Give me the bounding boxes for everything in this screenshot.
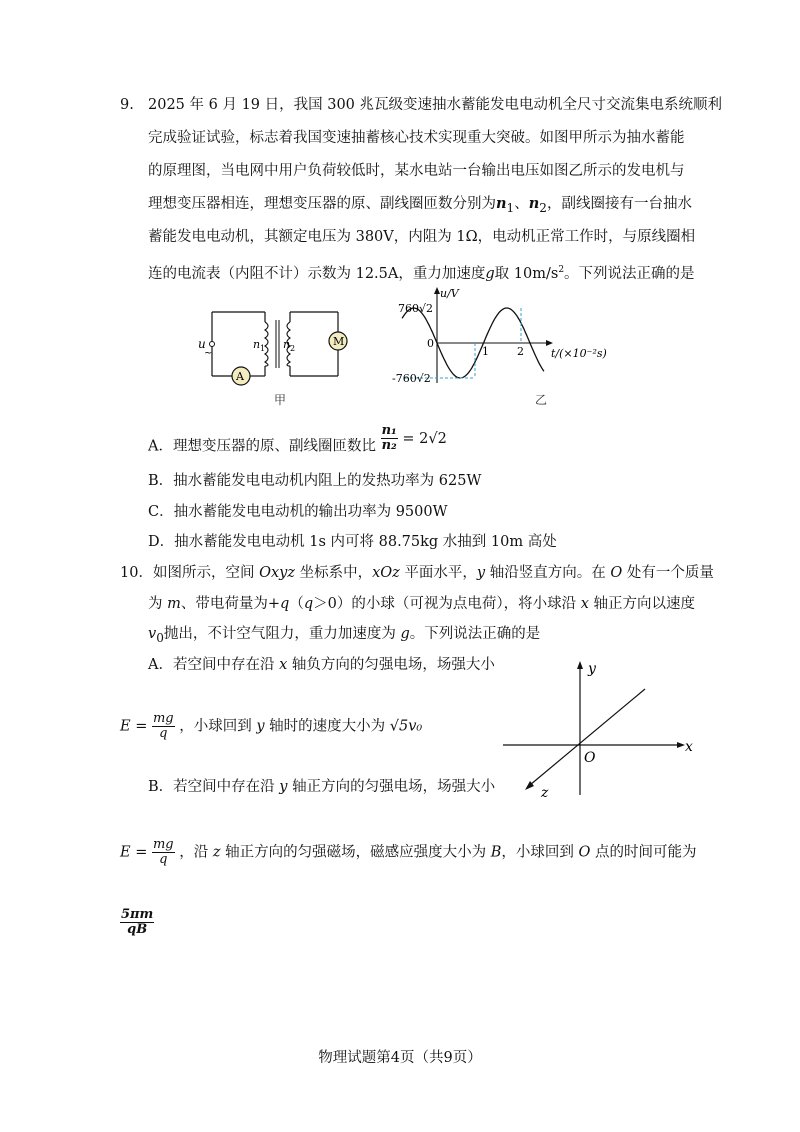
q9-option-d: D．抽水蓄能发电电动机 1s 内可将 88.75kg 水抽到 10m 高处 <box>148 534 557 550</box>
y-axis-label: u/V <box>440 287 459 300</box>
x-axis-label: t/(×10⁻²s) <box>551 347 607 360</box>
q9-line-4: 理想变压器相连，理想变压器的原、副线圈匝数分别为$n_1$、$n_2$，副线圈接有一台抽水 <box>148 195 692 215</box>
q10-option-b-answer: $\frac{5\pi m}{qB}$ <box>121 907 154 937</box>
y-min-label: -760√2 <box>392 372 431 385</box>
x-tick-1: 1 <box>482 345 489 358</box>
y-axis-arrow <box>577 661 583 669</box>
n2-label: n <box>283 338 291 351</box>
q9-option-c: C．抽水蓄能发电电动机的输出功率为 9500W <box>148 504 448 520</box>
n1-label: n <box>253 338 261 351</box>
q9-line-6: 连的电流表（内阻不计）示数为 12.5A，重力加速度g取 $10m/s^2$。下列说法正确的是 <box>148 265 695 282</box>
figure-yi-graph <box>365 283 625 408</box>
source-terminal <box>210 342 215 347</box>
q9-line-1: 2025 年 6 月 19 日，我国 300 兆瓦级变速抽水蓄能发电电动机全尺寸交流集电系统顺利 <box>148 97 723 113</box>
x-axis-label: x <box>685 739 693 755</box>
q9-line-5: 蓄能发电电动机，其额定电压为 380V，内阻为 1Ω，电动机正常工作时，与原线圈相 <box>148 229 696 245</box>
q9-number: 9. <box>120 97 134 113</box>
q9-option-a: A．理想变压器的原、副线圈匝数比 $\frac{\text{n₁}}{\text{n₂}}$ = 2√2 <box>148 423 447 455</box>
motor-label: M <box>333 335 345 348</box>
figure-coordinate-axes <box>495 655 705 805</box>
x-axis-arrow <box>677 742 685 748</box>
q10-option-a-line-2: E = $\frac{mg}{q}$ ，小球回到 y 轴时的速度大小为 √5v₀ <box>120 711 423 741</box>
q10-option-a-line-1: A．若空间中存在沿 x 轴负方向的匀强电场，场强大小 <box>148 657 495 673</box>
origin-label: 0 <box>427 337 434 350</box>
q10-line-2: 为 m、带电荷量为+q（q＞0）的小球（可视为点电荷），将小球沿 x 轴正方向以速度 <box>148 596 695 612</box>
q10-option-b-line-1: B．若空间中存在沿 y 轴正方向的匀强电场，场强大小 <box>148 779 496 795</box>
source-u-label: u <box>198 337 206 351</box>
figure-jia-caption: 甲 <box>274 393 287 407</box>
y-axis-label: y <box>588 661 596 677</box>
q9-line-2: 完成验证试验，标志着我国变速抽蓄核心技术实现重大突破。如图甲所示为抽水蓄能 <box>148 130 685 146</box>
primary-coil <box>265 322 268 366</box>
figure-yi-caption: 乙 <box>535 393 548 407</box>
x-axis-arrow <box>546 340 553 346</box>
ammeter-label: A <box>236 370 244 383</box>
q9-line-3: 的原理图，当电网中用户负荷较低时，某水电站一台输出电压如图乙所示的发电机与 <box>148 163 685 179</box>
z-axis <box>530 689 645 785</box>
source-tilde: ~ <box>204 348 213 359</box>
q10-option-b-line-2: E = $\frac{mg}{q}$ ，沿 z 轴正方向的匀强磁场，磁感应强度大小为 B，小球回到 O 点的时间可能为 <box>120 837 697 867</box>
n1-sub: 1 <box>260 344 266 353</box>
q10-line-3: $v_0$抛出，不计空气阻力，重力加速度为 g。下列说法正确的是 <box>148 626 541 645</box>
q10-line-1: 10．如图所示，空间 Oxyz 坐标系中，xOz 平面水平，y 轴沿竖直方向。在 O 处有一个质量 <box>120 565 714 581</box>
q9-option-b: B．抽水蓄能发电电动机内阻上的发热功率为 625W <box>148 473 482 489</box>
x-tick-2: 2 <box>517 345 524 358</box>
y-max-label: 760√2 <box>398 302 434 315</box>
figure-jia-circuit <box>190 300 360 410</box>
origin-label: O <box>584 750 596 766</box>
z-axis-label: z <box>541 785 549 801</box>
page-footer: 物理试题第4页（共9页） <box>318 1050 482 1066</box>
n2-sub: 2 <box>290 344 296 353</box>
